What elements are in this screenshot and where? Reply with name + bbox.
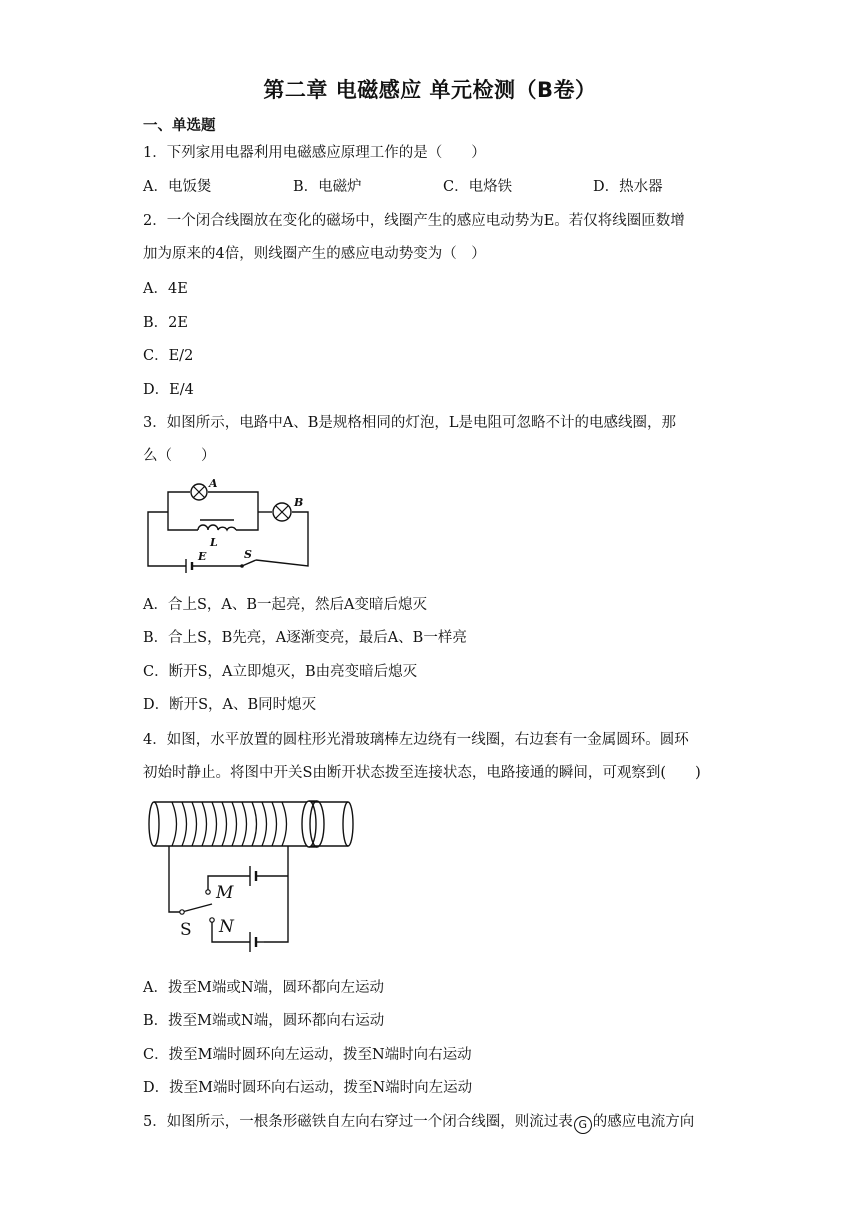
question-4-option-c[interactable]: C．拨至M端时圆环向左运动，拨至N端时向右运动 <box>143 1047 472 1063</box>
question-4-stem-line-1: 4．如图，水平放置的圆柱形光滑玻璃棒左边绕有一线圈，右边套有一金属圆环。圆环 <box>143 732 689 748</box>
question-4-option-b[interactable]: B．拨至M端或N端，圆环都向右运动 <box>143 1013 385 1029</box>
question-3-option-c[interactable]: C．断开S，A立即熄灭，B由亮变暗后熄灭 <box>143 664 418 680</box>
coil-turn <box>252 802 257 846</box>
label-switch: S <box>244 548 252 561</box>
lamp-a-icon <box>191 484 207 500</box>
label-terminal-m: M <box>216 883 234 903</box>
question-3-option-d[interactable]: D．断开S，A、B同时熄灭 <box>143 697 317 713</box>
coil-turn <box>242 802 247 846</box>
label-terminal-n: N <box>219 917 234 937</box>
coil-turn <box>202 802 207 846</box>
question-1-stem: 1．下列家用电器利用电磁感应原理工作的是（ ） <box>143 145 486 161</box>
coil-turn <box>182 802 187 846</box>
question-4-option-d[interactable]: D．拨至M端时圆环向右运动，拨至N端时向左运动 <box>143 1080 473 1096</box>
coil-turn <box>282 802 287 846</box>
coil-turn <box>232 802 237 846</box>
question-1-option-c[interactable]: C．电烙铁 <box>443 179 513 195</box>
question-2-option-c[interactable]: C．E/2 <box>143 348 194 364</box>
question-2-stem-line-1: 2．一个闭合线圈放在变化的磁场中，线圈产生的感应电动势为E。若仅将线圈匝数增 <box>143 213 685 229</box>
lamp-b-icon <box>273 503 291 521</box>
coil-turn <box>172 802 177 846</box>
question-2-option-a[interactable]: A．4E <box>143 281 188 297</box>
coil-turn <box>262 802 267 846</box>
label-lamp-b: B <box>294 496 304 509</box>
metal-ring <box>302 801 324 847</box>
coil-turn <box>212 802 217 846</box>
question-4-option-a[interactable]: A．拨至M端或N端，圆环都向左运动 <box>143 980 385 996</box>
question-1-option-d[interactable]: D．热水器 <box>593 179 663 195</box>
label-lamp-a: A <box>209 477 218 490</box>
label-switch-s: S <box>180 920 192 940</box>
question-1-option-a[interactable]: A．电饭煲 <box>143 179 212 195</box>
question-4-stem-line-2: 初始时静止。将图中开关S由断开状态拨至连接状态，电路接通的瞬间，可观察到( ) <box>143 765 701 781</box>
question-5-stem-after: 的感应电流方向 <box>592 1114 695 1130</box>
galvanometer-icon: G <box>574 1116 592 1134</box>
question-1-option-b[interactable]: B．电磁炉 <box>293 179 362 195</box>
section-heading: 一、单选题 <box>143 118 216 134</box>
circuit-diagram-figure <box>140 474 320 574</box>
coil-turn <box>222 802 227 846</box>
label-inductor: L <box>210 536 218 549</box>
question-3-stem-line-2: 么（ ） <box>143 448 216 464</box>
question-3-option-a[interactable]: A．合上S，A、B一起亮，然后A变暗后熄灭 <box>143 597 428 613</box>
label-battery: E <box>198 550 207 563</box>
question-2-option-b[interactable]: B．2E <box>143 315 188 331</box>
coil-rod-diagram-figure <box>142 794 364 956</box>
question-3-stem-line-1: 3．如图所示，电路中A、B是规格相同的灯泡，L是电阻可忽略不计的电感线圈，那 <box>143 415 676 431</box>
question-3-option-b[interactable]: B．合上S，B先亮，A逐渐变亮，最后A、B一样亮 <box>143 630 467 646</box>
question-5-stem-before: 5．如图所示，一根条形磁铁自左向右穿过一个闭合线圈，则流过表 <box>143 1114 573 1130</box>
coil-turn <box>272 802 277 846</box>
question-5-stem <box>143 1110 694 1134</box>
coil-turn <box>192 802 197 846</box>
question-2-option-d[interactable]: D．E/4 <box>143 382 194 398</box>
coil-turns <box>172 802 287 846</box>
question-2-stem-line-2: 加为原来的4倍，则线圈产生的感应电动势变为（ ） <box>143 246 486 262</box>
page-title: 第二章 电磁感应 单元检测（B卷） <box>263 78 597 102</box>
